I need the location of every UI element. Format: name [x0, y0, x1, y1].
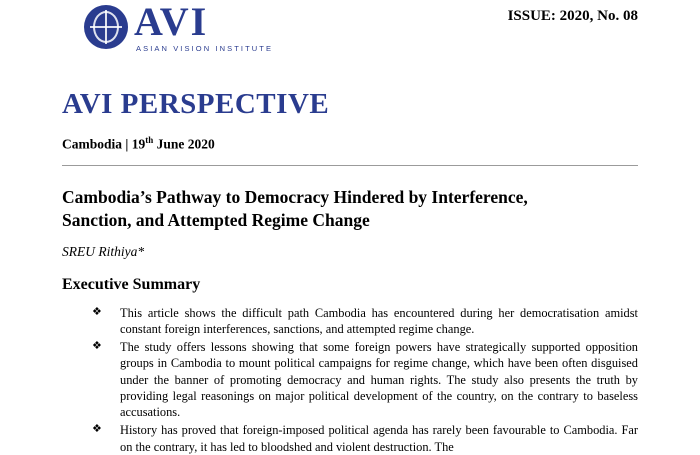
- dateline-day-suffix: th: [145, 135, 154, 145]
- dateline-separator: |: [125, 136, 129, 152]
- dateline-country: Cambodia: [62, 136, 123, 152]
- publication-title: AVI PERSPECTIVE: [62, 88, 330, 120]
- list-item: [92, 422, 638, 455]
- globe-ring-icon: [93, 11, 119, 43]
- list-item-text: The study offers lessons showing that some foreign powers have strategically supported opposition groups in Cambodia to mount political campaigns for regime change, which have been often disguised under the banner of promoting democracy and human rights. The study also presents the truth by providing legal reasonings on major political development of the country, on the contrary to baseless accusations.: [120, 340, 638, 420]
- diamond-bullet-icon: ❖: [92, 305, 102, 318]
- diamond-bullet-icon: ❖: [92, 340, 102, 353]
- issue-number: ISSUE: 2020, No. 08: [507, 8, 638, 24]
- globe-icon: [84, 5, 128, 49]
- avi-logo: [84, 2, 273, 53]
- list-item-text: This article shows the difficult path Cambodia has encountered during her democratisation amidst constant foreign interferences, sanctions, and attempted regime change.: [120, 305, 638, 336]
- diamond-bullet-icon: ❖: [92, 423, 102, 436]
- list-item-text: History has proved that foreign-imposed political agenda has rarely been favourable to Cambodia. Far on the contrary, it has led to bloodshed and violent destruction. The: [120, 423, 638, 454]
- article-author: SREU Rithiya*: [62, 243, 145, 259]
- logo-subtitle: ASIAN VISION INSTITUTE: [136, 44, 274, 53]
- dateline: [62, 135, 638, 153]
- executive-summary-list: [62, 305, 638, 455]
- masthead: [62, 0, 638, 60]
- logo-text: [134, 2, 273, 53]
- list-item: [92, 305, 638, 338]
- list-item: [92, 339, 638, 420]
- dateline-day: 19: [131, 136, 146, 152]
- header-divider: [62, 165, 638, 166]
- dateline-month-year: June 2020: [153, 136, 215, 152]
- article-title: Cambodia’s Pathway to Democracy Hindered by Interference, Sanction, and Attempted Regime Change: [62, 186, 528, 230]
- logo-acronym: AVI: [134, 0, 209, 44]
- section-heading-executive-summary: Executive Summary: [62, 275, 201, 293]
